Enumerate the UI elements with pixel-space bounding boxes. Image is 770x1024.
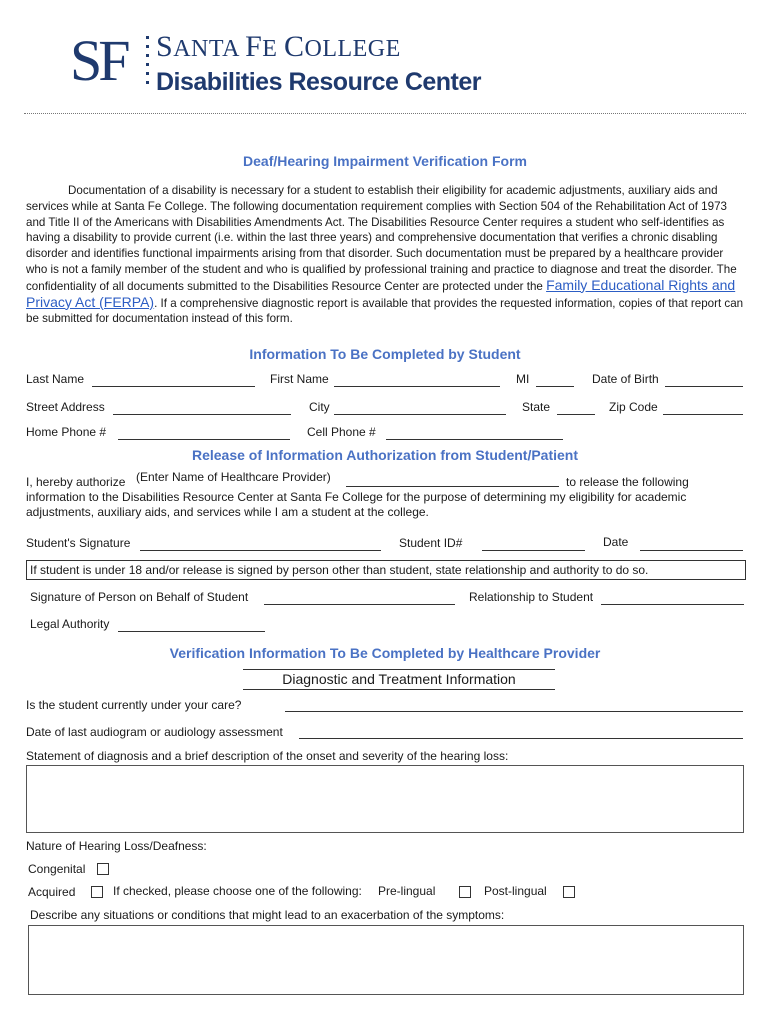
home-phone-field[interactable]	[118, 439, 290, 440]
intro-paragraph: Documentation of a disability is necessary for a student to establish their eligibility for academic adjustments, auxiliary aids and services while at Santa Fe College. The following documentation requirement complies with Section 504 of the Rehabilitation Act of 1973 and Title II of the Americans with Disabilities Amendments Act. The Disabilities Resource Center requires a student who self-identifies as having a disability to provide current (i.e. within the last three years) and comprehensive documentation that verifies a chronic disabling disorder and identifies functional impairments arising from that disorder. Such documentation must be prepared by a healthcare provider who is not a family member of the student and who is qualified by professional training and practice to diagnose and treat the disorder. The confidentiality of all documents submitted to the Disabilities Resource Center are protected under the Family Educational Rights and Privacy Act (FERPA). If a comprehensive diagnostic report is available that provides the requested information, copies of that report can be submitted for documentation instead of this form.	[26, 184, 744, 326]
to-release-label: to release the following	[566, 475, 689, 489]
authorize-label: I, hereby authorize	[26, 475, 126, 489]
provider-name-placeholder: (Enter Name of Healthcare Provider)	[136, 470, 331, 484]
date-field[interactable]	[640, 550, 743, 551]
header	[70, 28, 510, 98]
provider-name-field[interactable]	[346, 486, 559, 487]
student-id-label: Student ID#	[399, 536, 463, 550]
guardian-instruction-banner: If student is under 18 and/or release is signed by person other than student, state relationship and authority to do so.	[26, 560, 746, 580]
sf-logo: SF	[70, 28, 127, 93]
release-section-heading: Release of Information Authorization from Student/Patient	[191, 447, 579, 463]
state-label: State	[522, 400, 551, 414]
last-audiogram-field[interactable]	[299, 738, 743, 739]
congenital-label: Congenital	[28, 862, 86, 876]
under-care-field[interactable]	[285, 711, 743, 712]
street-field[interactable]	[113, 414, 291, 415]
student-id-field[interactable]	[482, 550, 585, 551]
student-signature-label: Student's Signature	[26, 536, 131, 550]
post-lingual-checkbox[interactable]	[563, 886, 575, 898]
date-label: Date	[603, 535, 629, 549]
college-name: SANTA FE COLLEGE	[156, 30, 401, 63]
post-lingual-label: Post-lingual	[484, 884, 547, 898]
street-label: Street Address	[26, 400, 105, 414]
last-name-field[interactable]	[92, 386, 255, 387]
behalf-signature-field[interactable]	[264, 604, 455, 605]
relationship-label: Relationship to Student	[469, 590, 594, 604]
legal-authority-field[interactable]	[118, 631, 265, 632]
first-name-label: First Name	[270, 372, 329, 386]
zip-field[interactable]	[663, 414, 743, 415]
logo-divider	[146, 36, 150, 92]
diagnostic-subheading: Diagnostic and Treatment Information	[243, 669, 555, 690]
diagnosis-textarea[interactable]	[26, 765, 744, 833]
release-text-line2: information to the Disabilities Resource Center at Santa Fe College for the purpose of determining my eligibility for academic	[26, 490, 687, 504]
legal-authority-label: Legal Authority	[30, 617, 110, 631]
pre-lingual-checkbox[interactable]	[459, 886, 471, 898]
acquired-label: Acquired	[28, 885, 76, 899]
student-section-heading: Information To Be Completed by Student	[249, 346, 521, 362]
provider-section-heading: Verification Information To Be Completed by Healthcare Provider	[169, 645, 601, 661]
nature-label: Nature of Hearing Loss/Deafness:	[26, 839, 207, 853]
dob-field[interactable]	[665, 386, 743, 387]
department-name: Disabilities Resource Center	[156, 68, 482, 96]
cell-phone-field[interactable]	[386, 439, 563, 440]
if-checked-label: If checked, please choose one of the following:	[113, 884, 362, 898]
ferpa-link[interactable]: Family Educational Rights and Privacy Act (FERPA)	[26, 276, 736, 310]
describe-label: Describe any situations or conditions that might lead to an exacerbation of the symptoms:	[30, 908, 505, 922]
acquired-checkbox[interactable]	[91, 886, 103, 898]
diagnosis-statement-label: Statement of diagnosis and a brief description of the onset and severity of the hearing loss:	[26, 749, 509, 763]
form-title: Deaf/Hearing Impairment Verification Form	[243, 153, 527, 169]
mi-field[interactable]	[536, 386, 574, 387]
last-name-label: Last Name	[26, 372, 85, 386]
zip-label: Zip Code	[609, 400, 658, 414]
student-signature-field[interactable]	[140, 550, 381, 551]
city-field[interactable]	[334, 414, 506, 415]
city-label: City	[309, 400, 330, 414]
congenital-checkbox[interactable]	[97, 863, 109, 875]
state-field[interactable]	[557, 414, 595, 415]
dob-label: Date of Birth	[592, 372, 659, 386]
under-care-label: Is the student currently under your care?	[26, 698, 242, 712]
first-name-field[interactable]	[334, 386, 500, 387]
release-text-line3: adjustments, auxiliary aids, and services while I am a student at the college.	[26, 505, 429, 519]
cell-phone-label: Cell Phone #	[307, 425, 376, 439]
pre-lingual-label: Pre-lingual	[378, 884, 436, 898]
mi-label: MI	[516, 372, 530, 386]
header-divider	[24, 113, 746, 114]
behalf-signature-label: Signature of Person on Behalf of Student	[30, 590, 249, 604]
exacerbation-textarea[interactable]	[28, 925, 744, 995]
relationship-field[interactable]	[601, 604, 744, 605]
last-audiogram-label: Date of last audiogram or audiology assessment	[26, 725, 283, 739]
home-phone-label: Home Phone #	[26, 425, 107, 439]
